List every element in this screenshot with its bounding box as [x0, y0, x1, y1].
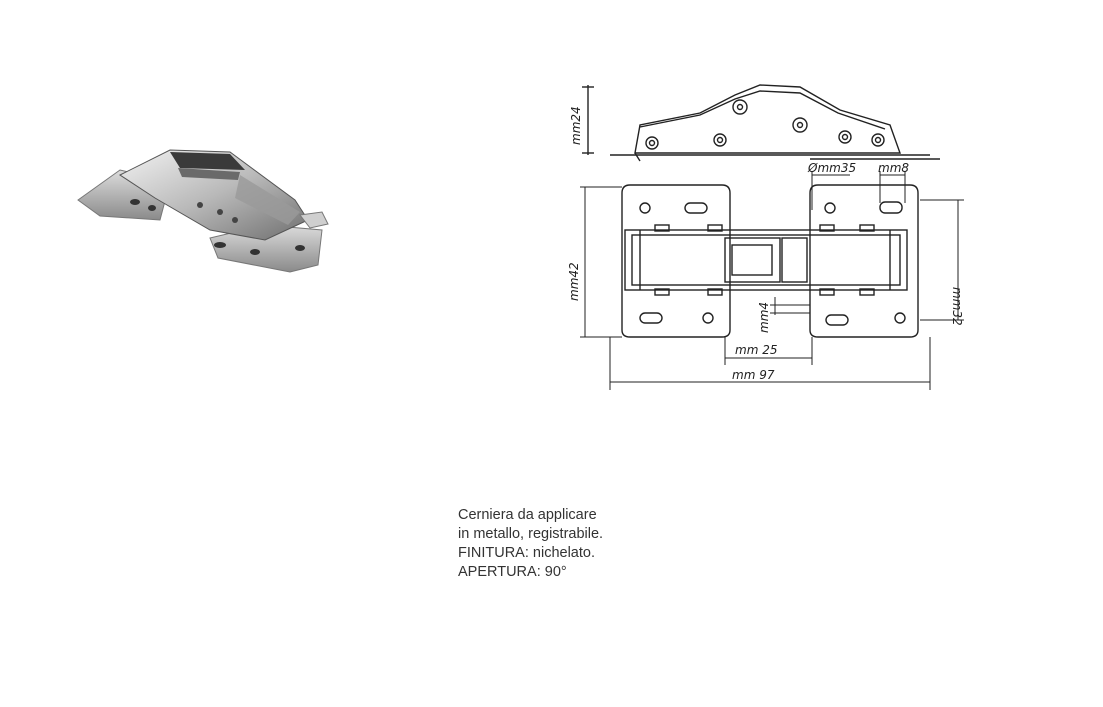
dim-overall-length: mm 97	[732, 368, 775, 382]
dim-plate-height: mm42	[567, 262, 581, 301]
description-line-2: in metallo, registrabile.	[458, 526, 604, 542]
description-line-1: Cerniera da applicare	[458, 507, 597, 523]
side-view	[582, 85, 940, 161]
description-line-4: APERTURA: 90°	[458, 564, 567, 580]
hinge-technical-drawing	[560, 75, 1000, 405]
dim-cup-diameter: Ømm35	[808, 161, 857, 175]
dim-height-side: mm24	[569, 106, 583, 145]
dim-body-width: mm 25	[735, 343, 778, 357]
hinge-product-photo	[60, 120, 360, 290]
description-line-3: FINITURA: nichelato.	[458, 545, 595, 561]
dim-slot-width: mm8	[878, 161, 910, 175]
product-description	[458, 506, 718, 582]
dim-hole-spacing: mm32	[950, 287, 964, 326]
dim-offset-small: mm4	[757, 301, 771, 333]
